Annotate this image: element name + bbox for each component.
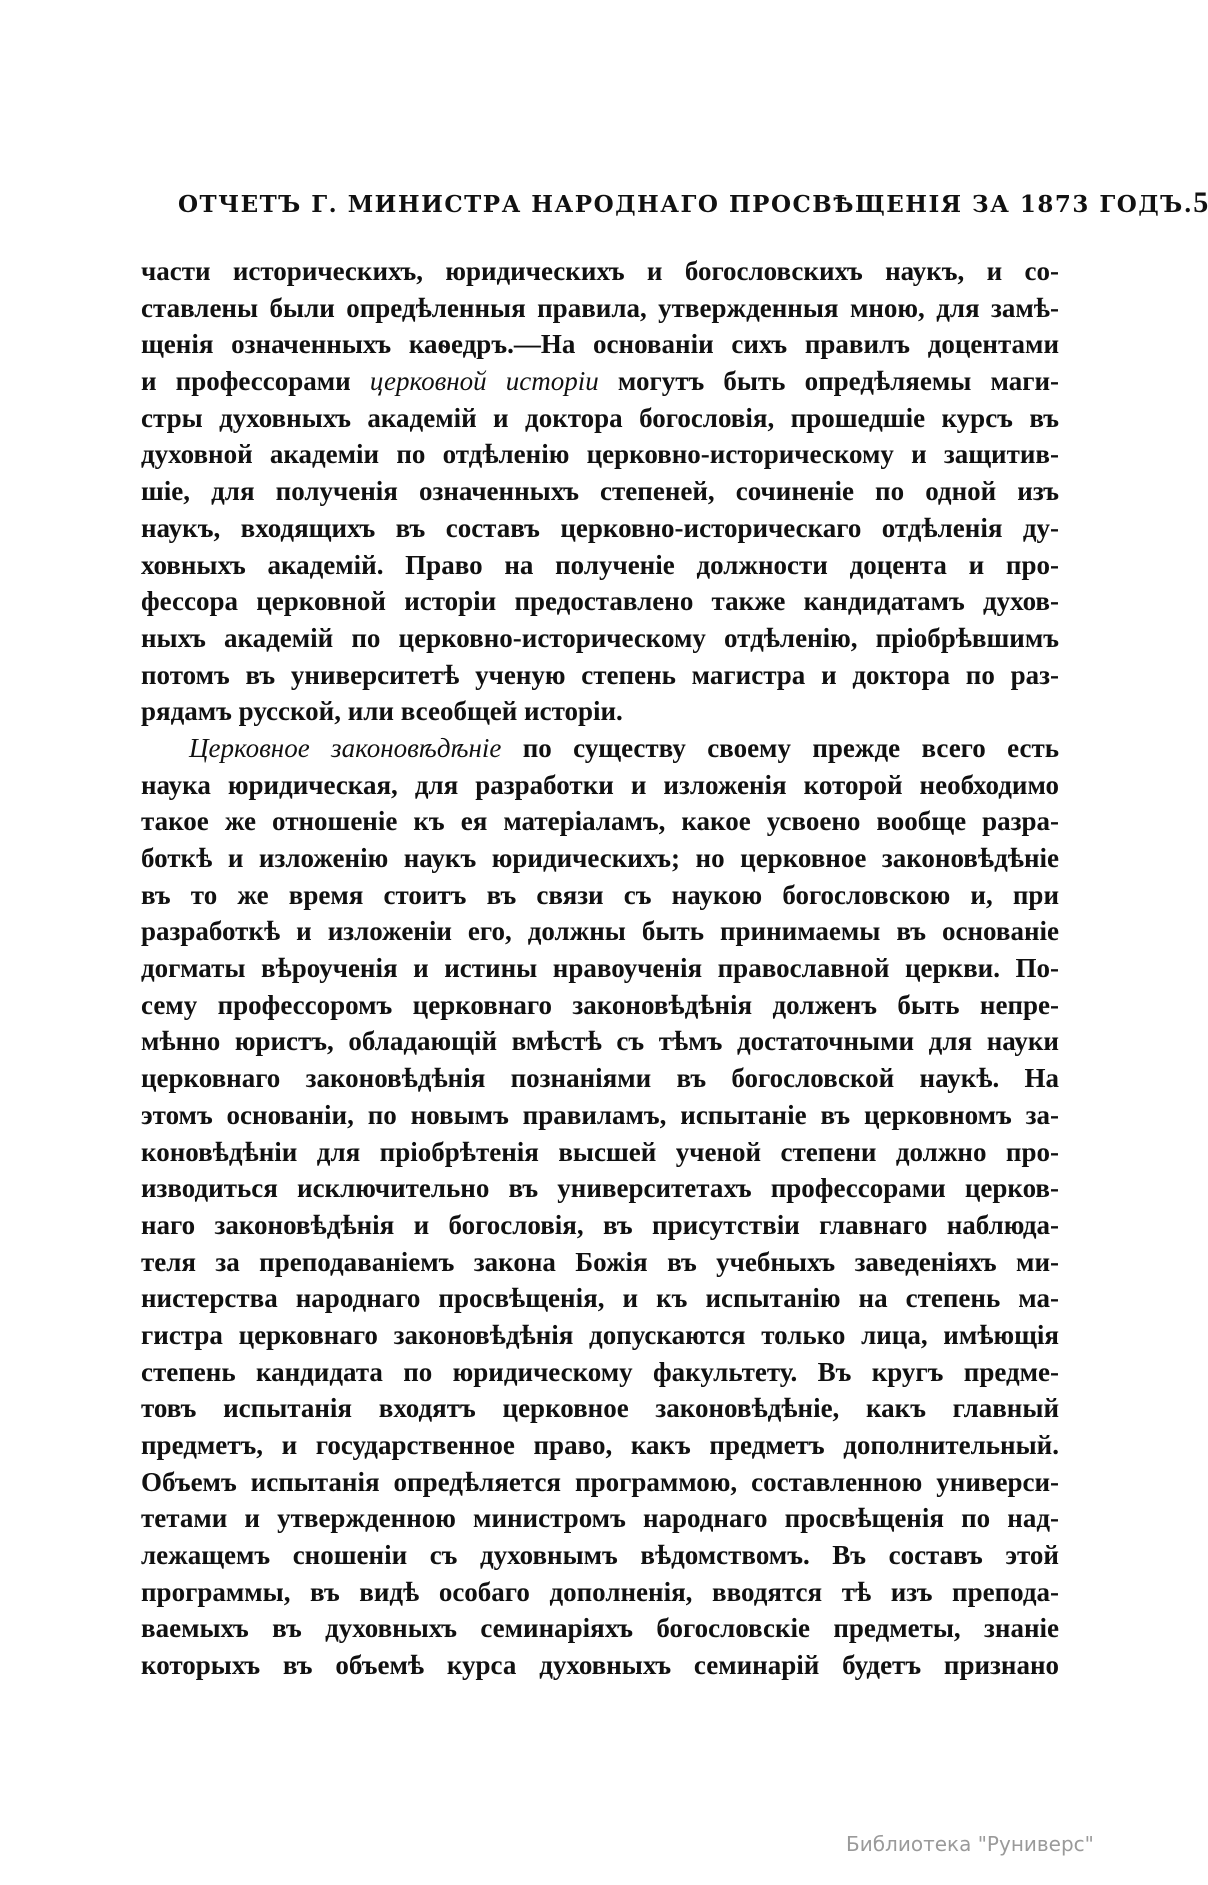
- text-segment: ваемыхъ въ духовныхъ семинаріяхъ богословскіе предметы, знаніе: [141, 1613, 1059, 1644]
- text-segment: наго законовѣдѣнія и богословія, въ присутствіи главнаго наблюда-: [141, 1209, 1059, 1240]
- text-segment: по существу своему прежде всего есть: [501, 732, 1059, 763]
- text-line: [141, 620, 1059, 657]
- text-line: [141, 1134, 1059, 1171]
- text-line: [141, 840, 1059, 877]
- text-segment: рядамъ русской, или всеобщей исторіи.: [141, 696, 623, 727]
- text-segment: догматы вѣроученія и истины нравоученія православной церкви. По-: [141, 953, 1059, 984]
- text-line: [141, 693, 1059, 730]
- text-line: [141, 803, 1059, 840]
- text-line: [141, 1427, 1059, 1464]
- text-line: [141, 436, 1059, 473]
- text-line: [141, 1464, 1059, 1501]
- text-line: [141, 1500, 1059, 1537]
- text-segment: шіе, для полученія означенныхъ степеней, сочиненіе по одной изъ: [141, 476, 1059, 507]
- text-segment: степень кандидата по юридическому факультету. Въ кругъ предме-: [141, 1356, 1059, 1387]
- text-line: [141, 913, 1059, 950]
- text-segment: потомъ въ университетѣ ученую степень магистра и доктора по раз-: [141, 659, 1059, 690]
- text-segment: гистра церковнаго законовѣдѣнія допускаются только лица, имѣющія: [141, 1319, 1059, 1350]
- text-line: [141, 1317, 1059, 1354]
- text-segment: нистерства народнаго просвѣщенія, и къ испытанію на степень ма-: [141, 1283, 1059, 1314]
- running-title: ОТЧЕТЪ Г. МИНИСТРА НАРОДНАГО ПРОСВѢЩЕНІЯ ЗА 1873 ГОДЪ.: [178, 191, 1194, 218]
- text-segment: мѣнно юристъ, обладающій вмѣстѣ съ тѣмъ достаточными для науки: [141, 1026, 1059, 1057]
- text-segment: могутъ быть опредѣляемы маги-: [598, 366, 1059, 397]
- text-line: [141, 1610, 1059, 1647]
- library-watermark: Библиотека "Руниверс": [846, 1832, 1094, 1856]
- text-segment: программы, въ видѣ особаго дополненія, вводятся тѣ изъ препода-: [141, 1576, 1059, 1607]
- text-segment: щенія означенныхъ каѳедръ.—На основаніи сихъ правилъ доцентами: [141, 329, 1059, 360]
- text-line: [141, 253, 1059, 290]
- text-line: [141, 1060, 1059, 1097]
- text-segment: сему профессоромъ церковнаго законовѣдѣнія долженъ быть непре-: [141, 989, 1059, 1020]
- paragraph: [141, 730, 1059, 1684]
- text-line: [141, 877, 1059, 914]
- text-segment: боткѣ и изложенію наукъ юридическихъ; но церковное законовѣдѣніе: [141, 843, 1059, 873]
- paragraph: [141, 253, 1059, 730]
- text-segment: ставлены были опредѣленныя правила, утвержденныя мною, для замѣ-: [141, 292, 1059, 323]
- text-segment: церковнаго законовѣдѣнія познаніями въ богословской наукѣ. На: [141, 1063, 1059, 1094]
- text-line: [141, 1574, 1059, 1611]
- text-segment: ныхъ академій по церковно-историческому отдѣленію, пріобрѣвшимъ: [141, 622, 1059, 653]
- text-line: [141, 583, 1059, 620]
- text-line: [141, 510, 1059, 547]
- text-line: [141, 1097, 1059, 1134]
- text-line: [141, 1647, 1059, 1684]
- text-line: [141, 767, 1059, 804]
- text-line: [141, 547, 1059, 584]
- text-line: [141, 400, 1059, 437]
- text-segment: коновѣдѣніи для пріобрѣтенія высшей ученой степени должно про-: [141, 1136, 1059, 1167]
- text-line: [141, 657, 1059, 694]
- text-line: [141, 1354, 1059, 1391]
- text-line: [141, 326, 1059, 363]
- text-line: [141, 1207, 1059, 1244]
- text-segment: разработкѣ и изложеніи его, должны быть принимаемы въ основаніе: [141, 916, 1059, 947]
- text-line: [141, 1537, 1059, 1574]
- text-segment: тетами и утвержденною министромъ народнаго просвѣщенія по над-: [141, 1503, 1059, 1534]
- text-line: [141, 1244, 1059, 1281]
- text-line: [141, 1390, 1059, 1427]
- text-line: [141, 1170, 1059, 1207]
- text-segment: фессора церковной исторіи предоставлено также кандидатамъ духов-: [141, 586, 1059, 617]
- text-segment: предметъ, и государственное право, какъ предметъ дополнительный.: [141, 1430, 1059, 1460]
- text-segment: части историческихъ, юридическихъ и богословскихъ наукъ, и со-: [141, 256, 1059, 286]
- text-segment: такое же отношеніе къ ея матеріаламъ, какое усвоено вообще разра-: [141, 806, 1059, 837]
- text-segment: теля за преподаваніемъ закона Божія въ учебныхъ заведеніяхъ ми-: [141, 1246, 1059, 1277]
- text-line: [141, 1023, 1059, 1060]
- text-segment: наука юридическая, для разработки и изложенія которой необходимо: [141, 769, 1059, 800]
- text-segment: этомъ основаніи, по новымъ правиламъ, испытаніе въ церковномъ за-: [141, 1099, 1059, 1130]
- text-line: [141, 290, 1059, 327]
- text-segment: Объемъ испытанія опредѣляется программою, составленною универси-: [141, 1466, 1059, 1497]
- text-segment: изводиться исключительно въ университетахъ профессорами церков-: [141, 1173, 1059, 1204]
- text-line: [141, 950, 1059, 987]
- text-line: [141, 730, 1059, 767]
- text-segment: наукъ, входящихъ въ составъ церковно-историческаго отдѣленія ду-: [141, 512, 1059, 543]
- text-segment: духовной академіи по отдѣленію церковно-историческому и защитив-: [141, 439, 1059, 470]
- text-line: [141, 987, 1059, 1024]
- running-head: [178, 186, 1208, 236]
- text-line: [141, 363, 1059, 400]
- italic-term: церковной исторіи: [369, 366, 599, 397]
- body-text: [141, 253, 1059, 1684]
- text-line: [141, 473, 1059, 510]
- text-segment: товъ испытанія входятъ церковное законовѣдѣніе, какъ главный: [141, 1393, 1059, 1424]
- text-line: [141, 1280, 1059, 1317]
- text-segment: ховныхъ академій. Право на полученіе должности доцента и про-: [141, 549, 1059, 580]
- italic-term: Церковное законовѣдѣніе: [189, 732, 502, 763]
- text-segment: и профессорами: [141, 366, 370, 397]
- text-segment: стры духовныхъ академій и доктора богословія, прошедшіе курсъ въ: [141, 402, 1059, 433]
- text-segment: которыхъ въ объемѣ курса духовныхъ семинарій будетъ признано: [141, 1650, 1059, 1681]
- text-segment: въ то же время стоитъ въ связи съ наукою богословскою и, при: [141, 879, 1059, 910]
- text-segment: лежащемъ сношеніи съ духовнымъ вѣдомствомъ. Въ составъ этой: [141, 1540, 1059, 1571]
- page-number: 5: [1193, 186, 1208, 219]
